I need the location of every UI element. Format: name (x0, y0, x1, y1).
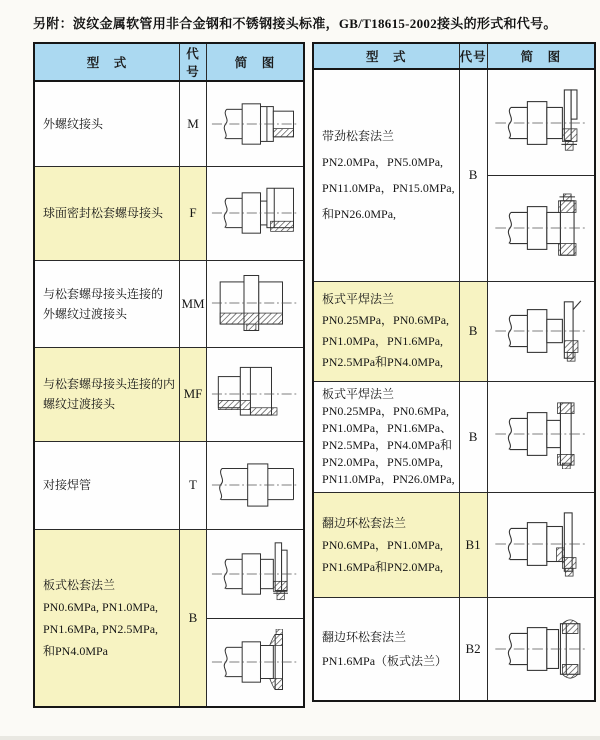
sketch-cell (207, 441, 305, 529)
fitting-type-name: 板式松套法兰 (43, 577, 116, 592)
sketch-cell (207, 529, 305, 707)
sketch-cell (487, 492, 595, 597)
sketch-cell (487, 69, 595, 281)
column-header-sketch: 简 图 (207, 43, 305, 81)
fitting-type-name: 板式平焊法兰 (322, 386, 395, 401)
fitting-row-right-5 (313, 597, 595, 701)
type-cell (313, 69, 459, 281)
page-title: 另附：波纹金属软管用非合金钢和不锈钢接头标准，GB/T18615-2002接头的形式和代号。 (33, 16, 557, 31)
type-cell (34, 441, 180, 529)
fitting-row-left-4 (34, 347, 304, 441)
type-cell (34, 81, 180, 166)
fitting-row-right-4 (313, 492, 595, 597)
code-value: B (188, 609, 198, 625)
reducer-sketch (207, 361, 303, 427)
sketch (207, 82, 303, 165)
fitting-row-right-1 (313, 69, 595, 281)
fitting-type-name: 带劲松套法兰 (322, 129, 395, 144)
sketch (488, 598, 595, 700)
fitting-row-right-3 (313, 381, 595, 492)
flange-neck-sketch (490, 88, 592, 158)
header-row (34, 43, 304, 81)
butt-weld-sketch (207, 452, 303, 518)
code-cell (180, 260, 207, 347)
fitting-row-left-2 (34, 166, 304, 260)
pressure-rating-line: 和PN4.0MPa (43, 643, 109, 658)
code-cell (180, 441, 207, 529)
sketch-upper (488, 70, 595, 176)
code-value: B (468, 428, 478, 444)
sketch (488, 493, 595, 596)
fitting-row-right-2 (313, 281, 595, 381)
pressure-rating-line: PN11.0MPa，PN15.0MPa, (322, 181, 455, 196)
code-value: B1 (465, 536, 481, 552)
column-header-code: 代号 (459, 43, 487, 69)
pressure-rating-line: PN0.6MPa，PN1.0MPa, (322, 537, 444, 552)
pressure-rating-line: 螺纹过渡接头 (43, 397, 116, 411)
fitting-type-name: 翻边环松套法兰 (322, 515, 407, 530)
type-cell (313, 381, 459, 492)
code-cell (180, 166, 207, 260)
flange-stub-sketch (207, 629, 303, 695)
code-value: MF (183, 386, 203, 401)
column-header-sketch: 简 图 (487, 43, 595, 69)
sketch-cell (487, 381, 595, 492)
header-row (313, 43, 595, 69)
sketch (207, 261, 303, 346)
column-header-type: 型 式 (34, 43, 180, 81)
code-value: B2 (465, 640, 481, 656)
flange-front-sketch (490, 614, 592, 684)
type-cell (313, 597, 459, 701)
column-header-type: 型 式 (313, 43, 459, 69)
type-cell (34, 347, 180, 441)
code-cell (180, 529, 207, 707)
code-value: B (468, 167, 478, 183)
pressure-rating-line: PN11.0MPa，PN26.0MPa, (322, 471, 455, 486)
spherical-nut-sketch (207, 180, 303, 246)
sketch (207, 348, 303, 440)
code-cell (459, 597, 487, 701)
sketch-cell (207, 81, 305, 166)
pressure-rating-line: PN2.0MPa，PN5.0MPa, (322, 155, 444, 170)
fitting-type-name: 球面密封松套螺母接头 (43, 206, 164, 220)
pressure-rating-line: 和PN26.0MPa, (322, 207, 397, 222)
fitting-row-left-1 (34, 81, 304, 166)
male-thread-sketch (207, 91, 303, 157)
column-header-code: 代号 (180, 43, 207, 81)
sketch (207, 442, 303, 528)
code-cell (180, 347, 207, 441)
code-cell (459, 69, 487, 281)
flange-plate-sketch (207, 541, 303, 607)
pressure-rating-line: PN1.6MPa（板式法兰） (322, 653, 448, 668)
code-value: MM (181, 295, 205, 311)
sketch-cell (487, 597, 595, 701)
code-value: M (187, 115, 199, 131)
sketch (488, 282, 595, 380)
code-cell (459, 381, 487, 492)
sketch-cell (487, 281, 595, 381)
pressure-rating-line: PN2.5MPa和PN4.0MPa, (322, 355, 444, 369)
pressure-rating-line: PN2.0MPa，PN5.0MPa, (322, 454, 444, 469)
fitting-row-left-3 (34, 260, 304, 347)
sketch-upper (207, 530, 303, 619)
fitting-tables (33, 42, 596, 708)
type-cell (313, 492, 459, 597)
sketch-lower (488, 176, 595, 280)
code-cell (459, 281, 487, 381)
scan-edge-shadow (0, 736, 600, 740)
pressure-rating-line: PN1.6MPa, PN2.5MPa, (43, 621, 159, 636)
code-cell (459, 492, 487, 597)
fitting-type-name: 翻边环松套法兰 (322, 629, 407, 644)
sketch-lower (207, 619, 303, 706)
type-cell (34, 529, 180, 707)
sketch-cell (207, 260, 305, 347)
pressure-rating-line: PN0.25MPa，PN0.6MPa, (322, 313, 450, 327)
nipple-sketch (207, 270, 303, 336)
fitting-row-left-6 (34, 529, 304, 707)
type-cell (34, 260, 180, 347)
sketch (207, 167, 303, 259)
pressure-rating-line: 外螺纹过渡接头 (43, 306, 128, 321)
pressure-rating-line: PN0.6MPa, PN1.0MPa, (43, 599, 159, 614)
pressure-rating-line: PN1.0MPa，PN1.6MPa、 (322, 420, 453, 435)
sketch (488, 382, 595, 486)
fitting-type-name: 板式平焊法兰 (322, 292, 395, 306)
code-value: T (189, 477, 197, 492)
pressure-rating-line: PN1.6MPa和PN2.0MPa, (322, 559, 444, 574)
pressure-rating-line: PN1.0MPa，PN1.6MPa, (322, 334, 444, 348)
flange-weld2-sketch (490, 399, 592, 469)
code-value: B (468, 323, 478, 338)
code-cell (180, 81, 207, 166)
type-cell (34, 166, 180, 260)
type-cell (313, 281, 459, 381)
fitting-type-name: 外螺纹接头 (43, 116, 104, 131)
pressure-rating-line: PN2.5MPa，PN4.0MPa和 (322, 437, 453, 452)
flange-weld-sketch (490, 296, 592, 366)
code-value: F (189, 205, 197, 220)
sketch-cell (207, 347, 305, 441)
pressure-rating-line: PN0.25MPa，PN0.6MPa, (322, 403, 450, 418)
fitting-type-name: 与松套螺母接头连接的内 (43, 377, 176, 391)
flange-lap-sketch (490, 509, 592, 579)
fitting-table-left (33, 42, 305, 708)
fitting-table-right (312, 42, 596, 702)
flange-neck2-sketch (490, 193, 592, 263)
sketch-cell (207, 166, 305, 260)
fitting-type-name: 对接焊管 (43, 478, 92, 492)
fitting-row-left-5 (34, 441, 304, 529)
fitting-type-name: 与松套螺母接头连接的 (43, 286, 164, 301)
